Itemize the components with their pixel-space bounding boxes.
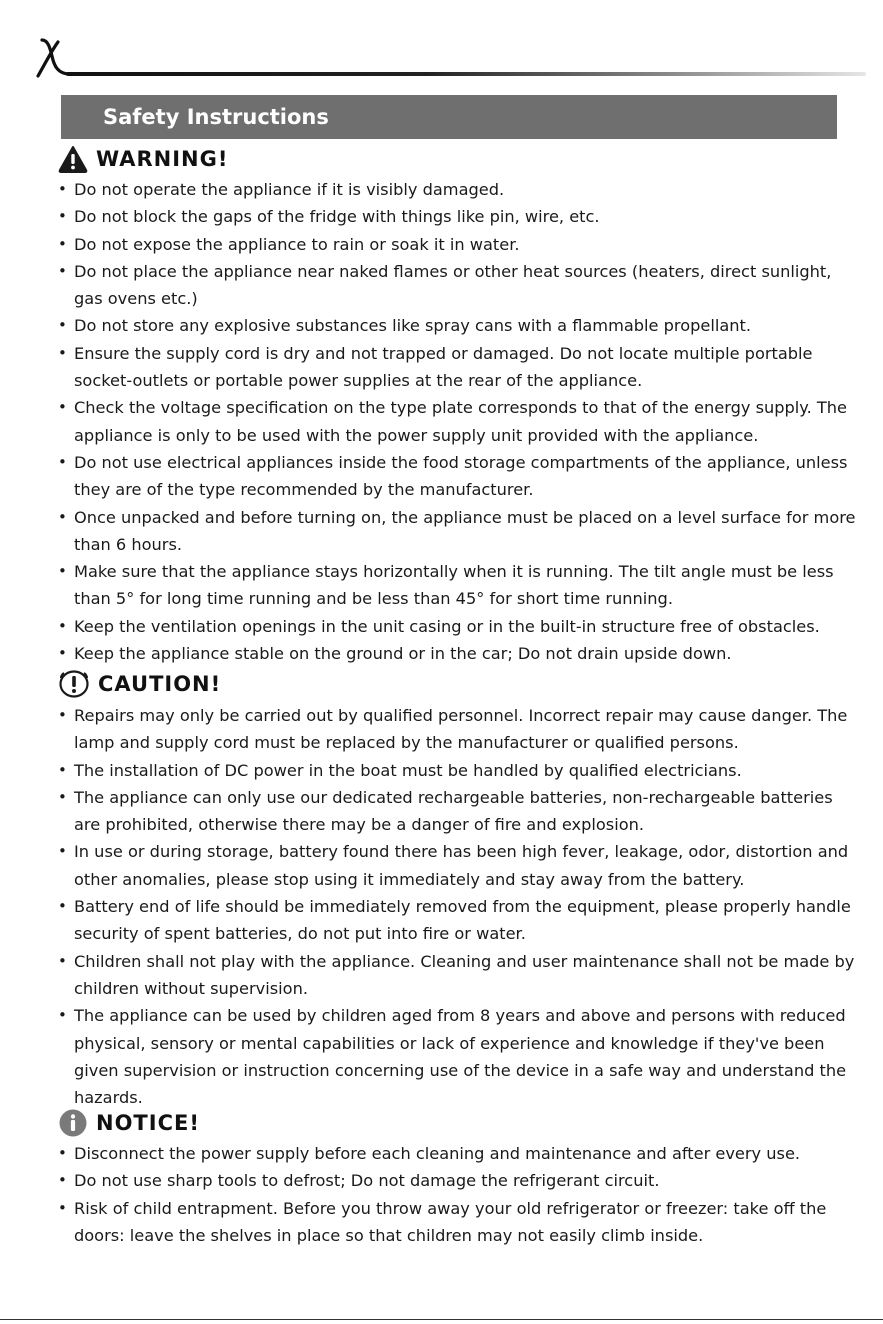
list-item: • Do not block the gaps of the fridge with things like pin, wire, etc. <box>58 203 858 230</box>
list-item: • Keep the ventilation openings in the unit casing or in the built-in structure free of obstacles. <box>58 613 858 640</box>
list-item: • In use or during storage, battery found there has been high fever, leakage, odor, distortion and other anomalies, please stop using it immediately and stay away from the battery. <box>58 838 858 893</box>
notice-list <box>58 1140 858 1249</box>
list-item: • Keep the appliance stable on the ground or in the car; Do not drain upside down. <box>58 640 858 667</box>
list-item: • Risk of child entrapment. Before you throw away your old refrigerator or freezer: take off the doors: leave the shelves in place so that children may not easily climb inside. <box>58 1195 858 1250</box>
list-item: • Children shall not play with the appliance. Cleaning and user maintenance shall not be made by children without supervision. <box>58 948 858 1003</box>
notice-heading <box>58 1106 200 1140</box>
caution-list <box>58 702 858 1111</box>
list-item: • Make sure that the appliance stays horizontally when it is running. The tilt angle must be less than 5° for long time running and be less than 45° for short time running. <box>58 558 858 613</box>
caution-label: CAUTION! <box>98 672 222 696</box>
list-item: • The appliance can be used by children aged from 8 years and above and persons with reduced physical, sensory or mental capabilities or lack of experience and knowledge if they've been given supervision or instruction concerning use of the device in a safe way and understand the hazards. <box>58 1002 858 1111</box>
list-item: • Once unpacked and before turning on, the appliance must be placed on a level surface for more than 6 hours. <box>58 504 858 559</box>
title-banner <box>61 95 837 139</box>
list-item: • Check the voltage specification on the type plate corresponds to that of the energy supply. The appliance is only to be used with the power supply unit provided with the appliance. <box>58 394 858 449</box>
list-item: • Do not use electrical appliances inside the food storage compartments of the appliance, unless they are of the type recommended by the manufacturer. <box>58 449 858 504</box>
list-item: • The appliance can only use our dedicated rechargeable batteries, non-rechargeable batteries are prohibited, otherwise there may be a danger of fire and explosion. <box>58 784 858 839</box>
list-item: • Battery end of life should be immediately removed from the equipment, please properly handle security of spent batteries, do not put into fire or water. <box>58 893 858 948</box>
list-item: • Do not place the appliance near naked flames or other heat sources (heaters, direct sunlight, gas ovens etc.) <box>58 258 858 313</box>
info-circle-icon <box>58 1108 88 1138</box>
list-item: • Do not expose the appliance to rain or soak it in water. <box>58 231 858 258</box>
warning-heading <box>58 142 228 176</box>
exclamation-circle-icon <box>58 669 90 699</box>
warning-triangle-icon <box>58 145 88 173</box>
bottom-rule <box>0 1319 883 1320</box>
caution-heading <box>58 667 221 701</box>
notice-label: NOTICE! <box>96 1111 200 1135</box>
page-title: Safety Instructions <box>103 105 329 129</box>
header-rule <box>66 72 866 76</box>
list-item: • The installation of DC power in the boat must be handled by qualified electricians. <box>58 757 858 784</box>
warning-list <box>58 176 858 667</box>
warning-label: WARNING! <box>96 147 229 171</box>
list-item: • Ensure the supply cord is dry and not trapped or damaged. Do not locate multiple portable socket-outlets or portable power supplies at the rear of the appliance. <box>58 340 858 395</box>
list-item: • Do not operate the appliance if it is visibly damaged. <box>58 176 858 203</box>
list-item: • Repairs may only be carried out by qualified personnel. Incorrect repair may cause danger. The lamp and supply cord must be replaced by the manufacturer or qualified persons. <box>58 702 858 757</box>
list-item: • Do not store any explosive substances like spray cans with a flammable propellant. <box>58 312 858 339</box>
list-item: • Disconnect the power supply before each cleaning and maintenance and after every use. <box>58 1140 858 1167</box>
list-item: • Do not use sharp tools to defrost; Do not damage the refrigerant circuit. <box>58 1167 858 1194</box>
